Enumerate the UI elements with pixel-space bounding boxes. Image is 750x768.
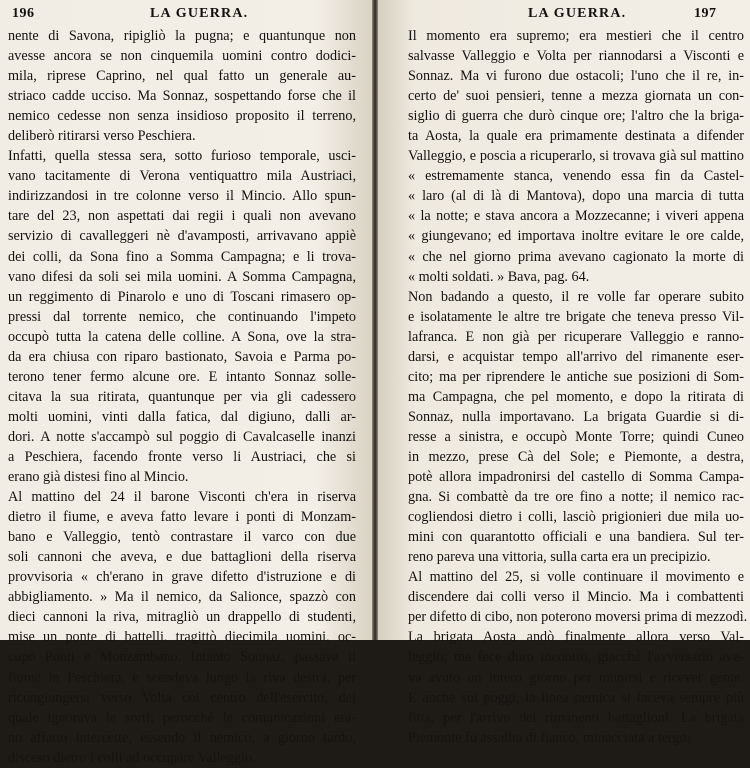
text-line: servizio di cavalleggeri nè d'avamposti, arrivavano appiè <box>8 228 356 245</box>
text-line: discendere dai colli verso il Mincio. Ma i combattenti <box>408 589 744 606</box>
left-page-body <box>8 26 356 768</box>
text-line: E anche sui poggi, la linea nemica si faceva sempre più <box>408 689 744 706</box>
right-page <box>378 0 750 746</box>
text-line: disceso dietro i colli ad occupare Valleggio. <box>8 749 256 766</box>
text-line: mini con quarantotto officiali e una bandiera. Sul ter- <box>408 529 744 546</box>
text-line: da era chiusa con riparo bastionato, Savoia e Parma po- <box>8 348 356 365</box>
text-line: siglio di guerra che durò cinque ore; l'altro che la briga- <box>408 108 744 125</box>
text-line: e isolatamente le altre tre brigate che teneva presso Vil- <box>408 308 744 325</box>
text-line: mila, riprese Caprino, nel qual fatto un generale au- <box>8 68 356 85</box>
page-number-right: 197 <box>694 6 717 21</box>
text-line: fitta, per l'arrivo dei rimanenti battaglioni. La brigata <box>408 709 744 726</box>
text-line: nente di Savona, ripigliò la pugna; e quantunque non <box>8 28 356 44</box>
text-line: un reggimento di Pinarolo e uno di Toscani rimasero op- <box>8 288 356 305</box>
text-line: ma Campagna, che pel momento, e dopo la ritirata di <box>408 388 744 405</box>
text-line: cupò Ponti e Monzambano. Intanto Sonnaz, passava il <box>8 649 356 666</box>
text-line: avesse ancora se non cinquemila uomini contro dodici- <box>8 48 356 65</box>
text-line: dori. A notte s'accampò sul poggio di Cavalcaselle inanzi <box>8 428 356 445</box>
text-line: Sonnaz, nulla importavano. La brigata Guardie si di- <box>408 408 744 425</box>
text-line: lafranca. E non già per ricuperare Valleggio e ranno- <box>408 328 744 345</box>
text-line: resse a sinistra, e occupò Monte Torre; quindi Cuneo <box>408 428 744 445</box>
text-line: ta Aosta, la quale era primamente destinata a difender <box>408 128 744 145</box>
text-line: salvasse Valleggio e Volta per riannodarsi a Visconti e <box>408 48 744 65</box>
text-line: terono tener fermo alcune ore. E intanto Sonnaz solle- <box>8 368 356 385</box>
text-line: per difetto di cibo, non poterono moversi prima di mezzodì. <box>408 609 748 626</box>
page-number-left: 196 <box>12 6 35 21</box>
text-line: deliberò ritirarsi verso Peschiera. <box>8 128 196 145</box>
text-line: Non badando a questo, il re volle far operare subito <box>408 288 744 305</box>
text-line: vano tacitamente di Verona ventiquattro mila Austriaci, <box>8 168 356 185</box>
text-line: citava la sua ritirata, quantunque per via gli cadessero <box>8 388 356 405</box>
text-line: fiume in Peschiera, e scendeva lungo la riva destra, per <box>8 669 356 686</box>
text-line: reno pareva una vittoria, sulla carta era un precipizio. <box>408 549 711 566</box>
text-line: Al mattino del 24 il barone Visconti ch'era in riserva <box>8 489 356 506</box>
text-line: abbigliamento. » Ma il nemico, da Salionce, spazzò con <box>8 589 356 606</box>
text-line: tare del 23, non aspettati dai regii i quali non avevano <box>8 208 356 225</box>
text-line: Al mattino del 25, si volle continuare il movimento e <box>408 569 744 586</box>
text-line: va avuto un intero giorno per munirsi e ricever gente. <box>408 669 744 686</box>
text-line: « molti soldati. » Bava, pag. 64. <box>408 268 590 285</box>
running-head-right: LA GUERRA. <box>528 6 627 21</box>
text-line: cogliendosi dietro i colli, lasciò prigionieri due mila uo- <box>408 509 744 526</box>
text-line: provvisoria « ch'erano in grave difetto d'istruzione e di <box>8 569 356 586</box>
text-line: leggio; ma fece duro incontro, giacchè l'avversario ave- <box>408 649 744 666</box>
text-line: indirizzandosi in tre colonne verso il Mincio. Allo spun- <box>8 188 356 205</box>
text-line: striaco cadde ucciso. Ma Sonnaz, sospettando forse che il <box>8 88 356 105</box>
text-line: quale ignorava le sorti; perocchè le comunicazioni era- <box>8 709 356 726</box>
text-line: Infatti, quella stessa sera, sotto furioso temporale, usci- <box>8 148 356 165</box>
text-line: dei colli, da Sona fino a Somma Campagna; e li trova- <box>8 248 356 265</box>
text-line: Sonnaz. Ma vi furono due ostacoli; l'uno che il re, in- <box>408 68 744 85</box>
text-line: occupò tutta la catena delle colline. A Sona, ove la stra- <box>8 328 356 345</box>
text-line: vano difesi da soli sei mila uomini. A Somma Campagna, <box>8 268 356 285</box>
text-line: soli cannoni che aveva, e due battaglioni della riserva <box>8 549 356 566</box>
right-page-body <box>408 26 748 748</box>
text-line: « laro (al di là di Mantova), dopo una marcia di tutta <box>408 188 744 205</box>
text-line: darsi, e acquistar tempo all'arrivo del rimanente eser- <box>408 348 744 365</box>
text-line: no affatto intercette, essendo il nemico, a giorno tardo, <box>8 729 356 746</box>
text-line: dieci cannoni la riva, mitragliò un drappello di studenti, <box>8 609 356 626</box>
left-page <box>0 0 372 766</box>
text-line: potè allora impadronirsi del castello di Somma Campa- <box>408 469 744 486</box>
text-line: nemico cedesse non senza insidioso proposito il terreno, <box>8 108 356 125</box>
text-line: « estremamente stanca, venendo essa fin da Castel- <box>408 168 744 185</box>
text-line: in mezzo, prese Cà del Sole; e Piemonte, a destra, <box>408 448 744 465</box>
text-line: bano e Valleggio, tentò contrastare il varco con due <box>8 529 356 546</box>
running-head-left: LA GUERRA. <box>150 6 249 21</box>
text-line: « giungevano; ed importava inoltre evitare le ore calde, <box>408 228 744 245</box>
text-line: « che nel giorno prima avevano cagionato la morte di <box>408 248 744 265</box>
text-line: Piemonte fu assalita di fianco, minacciata a tergo. <box>408 729 691 746</box>
text-line: La brigata Aosta andò finalmente allora verso Val- <box>408 629 744 646</box>
text-line: cito; ma per riprendere le antiche sue posizioni di Som- <box>408 368 744 385</box>
text-line: « la notte; e stava ancora a Mozzecanne; i viveri appena <box>408 208 744 225</box>
text-line: dietro il fiume, e aveva fatto levare i ponti di Monzam- <box>8 509 356 526</box>
text-line: gna. Si combattè da tre ore fino a notte; il nemico rac- <box>408 489 744 506</box>
text-line: erano già distesi fino al Mincio. <box>8 469 189 486</box>
text-line: molti uomini, vinti dalla fatica, dal digiuno, dalli ar- <box>8 408 356 425</box>
text-line: pressi dal torrente nemico, che continuando l'impeto <box>8 308 356 325</box>
text-line: mise un ponte di battelli, tragittò diecimila uomini, oc- <box>8 629 356 646</box>
text-line: Valleggio, e poscia a ricuperarlo, si trovava già sul mattino <box>408 148 744 165</box>
text-line: ricongiungersi verso Volta col centro dell'esercito, del <box>8 689 356 706</box>
text-line: a Peschiera, facendo fronte verso li Austriaci, che si <box>8 448 356 465</box>
text-line: Il momento era supremo; era mestieri che il centro <box>408 28 744 44</box>
text-line: certo de' suoi pensieri, tenne a mezza giornata un con- <box>408 88 744 105</box>
